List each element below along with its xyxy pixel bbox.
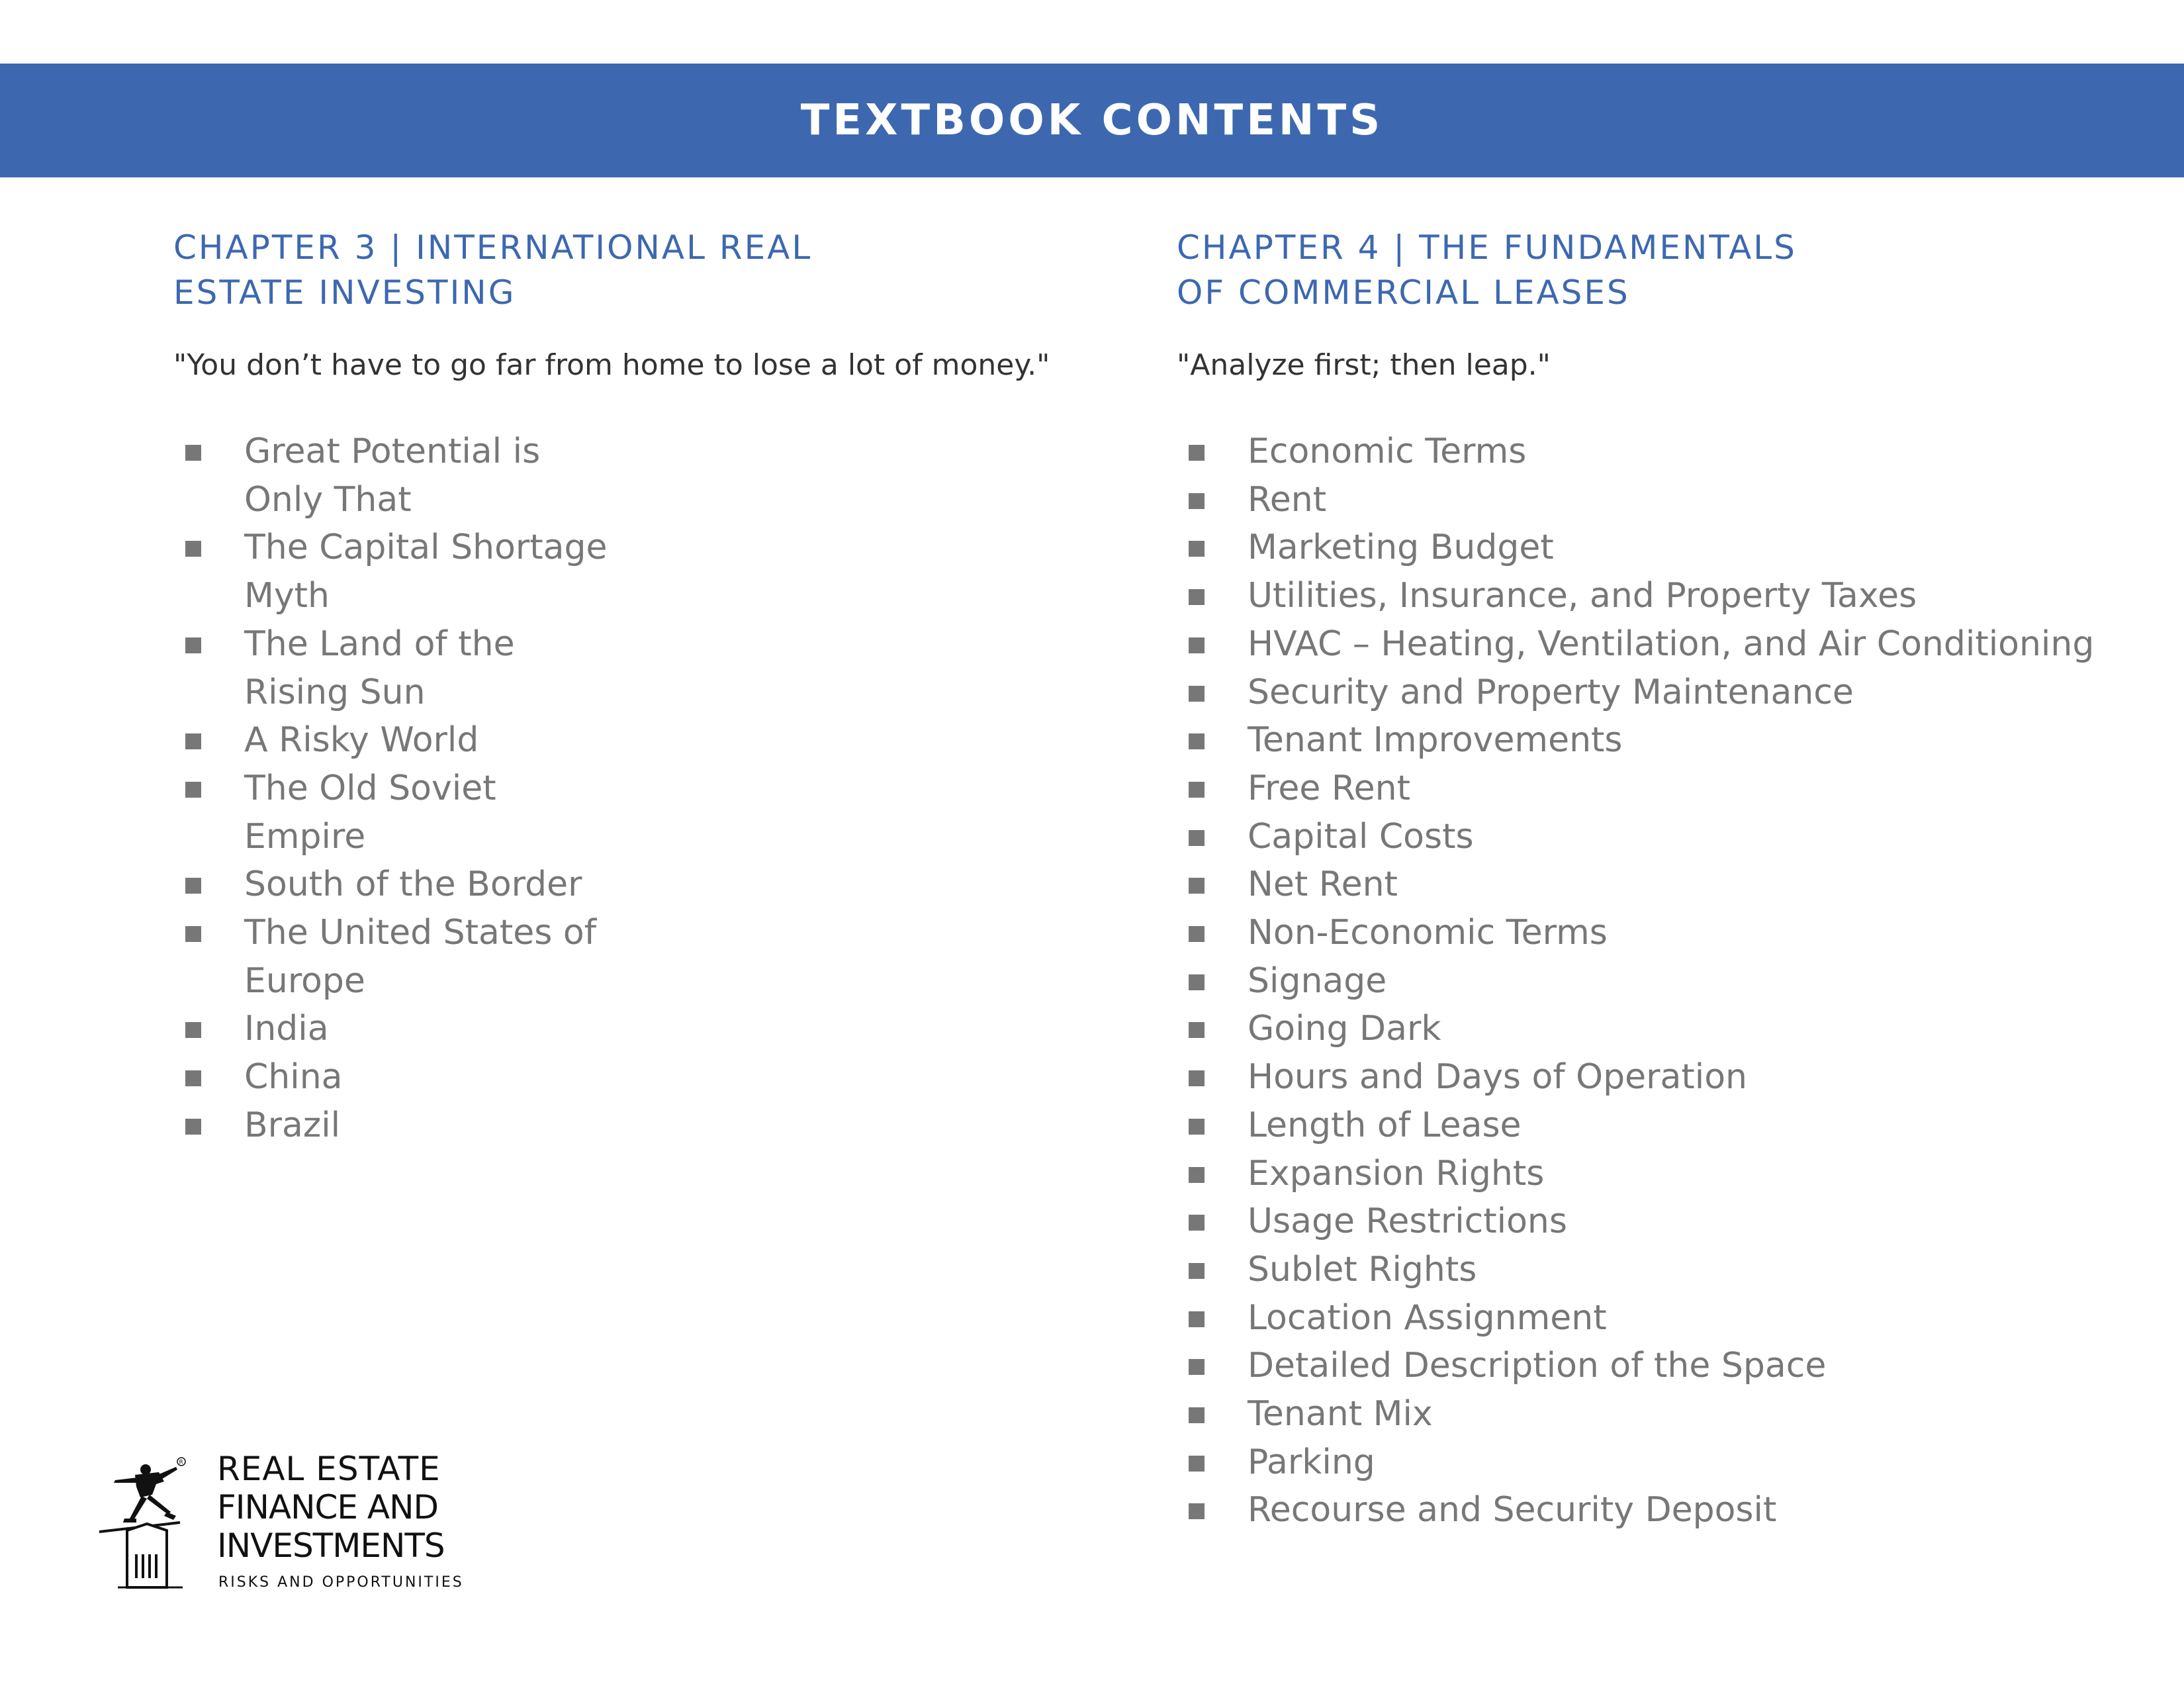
list-item <box>1177 1390 2156 1438</box>
list-item <box>1177 813 2156 861</box>
list-item-label: The Old Soviet Empire <box>244 768 496 857</box>
list-item <box>1177 428 2156 476</box>
list-item-label: Expansion Rights <box>1248 1153 1545 1194</box>
square-bullet-icon <box>185 878 201 894</box>
square-bullet-icon <box>185 733 201 749</box>
square-bullet-icon <box>1189 1456 1205 1472</box>
list-item <box>1177 1197 2156 1246</box>
topic-list <box>1177 428 2156 1534</box>
list-item <box>173 1053 615 1102</box>
list-item-label: Great Potential is Only That <box>244 432 541 520</box>
tightrope-walker-building-icon <box>98 1455 197 1591</box>
list-item <box>173 524 615 620</box>
list-item-label: Marketing Budget <box>1248 528 1554 568</box>
list-item <box>1177 669 2156 717</box>
square-bullet-icon <box>1189 541 1205 557</box>
square-bullet-icon <box>185 637 201 653</box>
list-item-label: Going Dark <box>1248 1009 1441 1049</box>
list-item-label: Non-Economic Terms <box>1248 913 1608 953</box>
list-item <box>173 428 615 524</box>
square-bullet-icon <box>1189 782 1205 798</box>
square-bullet-icon <box>1189 493 1205 509</box>
square-bullet-icon <box>1189 445 1205 461</box>
square-bullet-icon <box>185 1119 201 1135</box>
list-item <box>1177 1486 2156 1534</box>
topic-list <box>173 428 1100 1150</box>
list-item-label: Parking <box>1248 1442 1375 1482</box>
list-item <box>173 1102 615 1150</box>
square-bullet-icon <box>185 1070 201 1086</box>
chapter-heading-line: ESTATE INVESTING <box>173 273 516 312</box>
list-item-label: Tenant Mix <box>1248 1394 1433 1434</box>
list-item <box>1177 1150 2156 1198</box>
list-item-label: Economic Terms <box>1248 432 1527 471</box>
publisher-logo <box>98 1450 469 1602</box>
list-item <box>1177 1342 2156 1390</box>
list-item <box>1177 1294 2156 1342</box>
list-item <box>173 620 615 716</box>
chapter-quote: "You don’t have to go far from home to lose a lot of money." <box>173 348 1050 382</box>
list-item-label: South of the Border <box>244 865 582 905</box>
list-item <box>1177 476 2156 524</box>
list-item <box>1177 765 2156 813</box>
square-bullet-icon <box>1189 686 1205 702</box>
list-item <box>1177 1102 2156 1150</box>
header-banner <box>0 64 2184 177</box>
list-item <box>1177 861 2156 909</box>
list-item-label: Sublet Rights <box>1248 1249 1477 1289</box>
chapter-quote: "Analyze first; then leap." <box>1177 348 1551 382</box>
logo-text-line: FINANCE AND <box>217 1488 439 1526</box>
list-item <box>1177 620 2156 669</box>
list-item <box>173 1005 615 1053</box>
chapter-4-column <box>1177 225 2156 1534</box>
square-bullet-icon <box>1189 589 1205 605</box>
square-bullet-icon <box>1189 1215 1205 1231</box>
logo-tagline: RISKS AND OPPORTUNITIES <box>218 1574 464 1591</box>
list-item-label: China <box>244 1057 343 1098</box>
list-item <box>1177 1438 2156 1487</box>
square-bullet-icon <box>1189 1311 1205 1327</box>
list-item-label: Net Rent <box>1248 865 1398 905</box>
list-item-label: Hours and Days of Operation <box>1248 1057 1747 1098</box>
list-item <box>1177 524 2156 572</box>
list-item-label: Brazil <box>244 1105 341 1145</box>
list-item-label: Signage <box>1248 961 1387 1001</box>
square-bullet-icon <box>1189 830 1205 846</box>
chapter-heading-line: CHAPTER 4 | THE FUNDAMENTALS <box>1177 228 1797 267</box>
square-bullet-icon <box>1189 733 1205 749</box>
square-bullet-icon <box>185 445 201 461</box>
square-bullet-icon <box>185 926 201 942</box>
list-item <box>1177 1005 2156 1053</box>
list-item <box>173 716 615 765</box>
list-item-label: Rent <box>1248 479 1327 520</box>
list-item-label: Security and Property Maintenance <box>1248 672 1854 712</box>
chapter-3-column <box>173 225 1100 1150</box>
square-bullet-icon <box>1189 1022 1205 1038</box>
list-item <box>1177 957 2156 1006</box>
square-bullet-icon <box>1189 878 1205 894</box>
square-bullet-icon <box>1189 926 1205 942</box>
list-item <box>1177 1246 2156 1294</box>
list-item-label: Capital Costs <box>1248 816 1474 857</box>
list-item <box>173 765 615 861</box>
list-item-label: Free Rent <box>1248 768 1411 808</box>
list-item <box>1177 909 2156 957</box>
square-bullet-icon <box>1189 1407 1205 1423</box>
square-bullet-icon <box>1189 1263 1205 1279</box>
list-item-label: Detailed Description of the Space <box>1248 1346 1827 1386</box>
svg-text:R: R <box>179 1459 183 1466</box>
list-item-label: Length of Lease <box>1248 1105 1522 1145</box>
list-item-label: HVAC – Heating, Ventilation, and Air Conditioning <box>1248 624 2095 664</box>
square-bullet-icon <box>1189 637 1205 653</box>
list-item-label: A Risky World <box>244 720 479 761</box>
list-item-label: Usage Restrictions <box>1248 1201 1567 1242</box>
list-item <box>1177 572 2156 620</box>
list-item-label: Recourse and Security Deposit <box>1248 1490 1777 1530</box>
list-item-label: The United States of Europe <box>244 913 597 1001</box>
square-bullet-icon <box>1189 1167 1205 1183</box>
logo-text-line: REAL ESTATE <box>217 1450 441 1488</box>
square-bullet-icon <box>185 541 201 557</box>
list-item-label: India <box>244 1009 329 1049</box>
list-item-label: Location Assignment <box>1248 1297 1607 1338</box>
list-item-label: Tenant Improvements <box>1248 720 1623 761</box>
list-item <box>173 861 615 909</box>
page-title: TEXTBOOK CONTENTS <box>800 96 1384 145</box>
list-item <box>1177 716 2156 765</box>
square-bullet-icon <box>185 782 201 798</box>
list-item-label: The Capital Shortage Myth <box>244 528 608 616</box>
chapter-heading-line: CHAPTER 3 | INTERNATIONAL REAL <box>173 228 813 267</box>
chapter-heading-line: OF COMMERCIAL LEASES <box>1177 273 1630 312</box>
list-item-label: The Land of the Rising Sun <box>244 624 515 712</box>
square-bullet-icon <box>1189 1119 1205 1135</box>
list-item-label: Utilities, Insurance, and Property Taxes <box>1248 576 1917 616</box>
square-bullet-icon <box>1189 1070 1205 1086</box>
chapter-heading <box>1177 225 2156 315</box>
square-bullet-icon <box>1189 1359 1205 1375</box>
list-item <box>1177 1053 2156 1102</box>
logo-text-line: INVESTMENTS <box>217 1526 445 1565</box>
chapter-heading <box>173 225 1100 315</box>
list-item <box>173 909 615 1005</box>
square-bullet-icon <box>1189 1503 1205 1519</box>
square-bullet-icon <box>185 1022 201 1038</box>
square-bullet-icon <box>1189 974 1205 990</box>
